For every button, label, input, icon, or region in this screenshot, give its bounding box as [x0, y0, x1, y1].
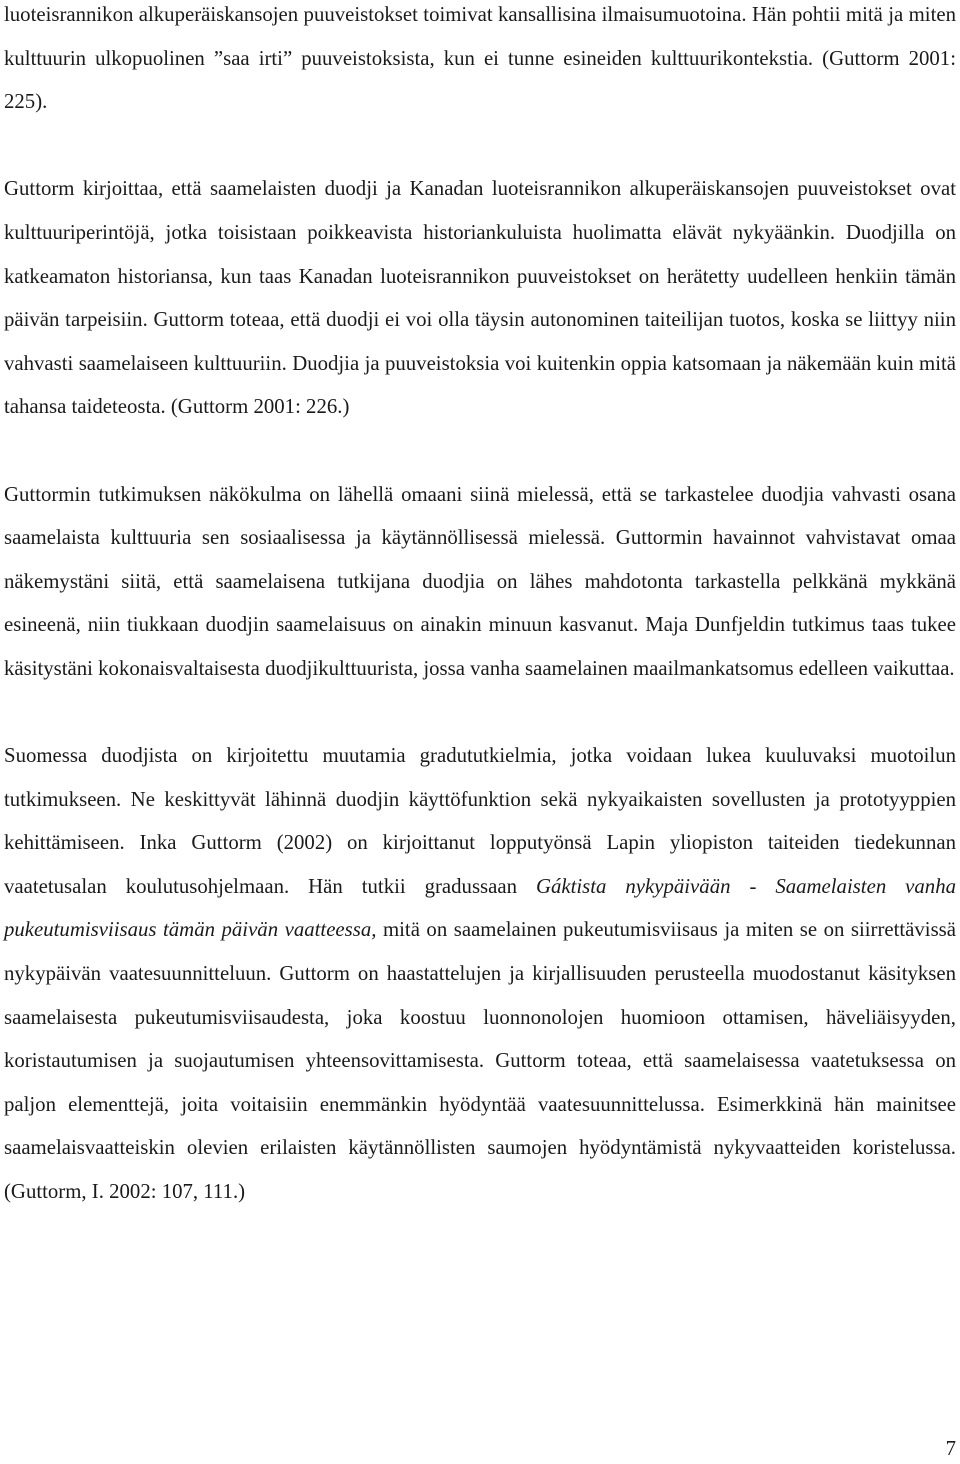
paragraph-2: Guttorm kirjoittaa, että saamelaisten duodji ja Kanadan luoteisrannikon alkuperäiskansojen puuveistokset ovat kulttuuriperintöjä, jotka toisistaan poikkeavista historiankuluista huolimatta elävät nykyäänkin. Duodjilla on katkeamaton historiansa, kun taas Kanadan luoteisrannikon puuveistokset on herätetty uudelleen henkiin tämän päivän tarpeisiin. Guttorm toteaa, että duodji ei voi olla täysin autonominen taiteilijan tuotos, koska se liittyy niin vahvasti saamelaiseen kulttuuriin. Duodjia ja puuveistoksia voi kuitenkin oppia katsomaan ja näkemään kuin mitä tahansa taideteosta. (Guttorm 2001: 226.): [4, 177, 956, 419]
page-number: 7: [945, 1437, 956, 1460]
paragraph-4-text-end: mitä on saamelainen pukeutumisviisaus ja miten se on siirrettävissä nykypäivän vaatesuunnitteluun. Guttorm on haastattelujen ja kirjallisuuden perusteella muodostanut käsityksen saamelaisesta pukeutumisviisaudesta, joka koostuu luonnonolojen huomioon ottamisen, häveliäisyyden, koristautumisen ja suojautumisen yhteensovittamisesta. Guttorm toteaa, että saamelaisessa vaatetuksessa on paljon elementtejä, joita voitaisiin enemmänkin hyödyntää vaatesuunnittelussa. Esimerkkinä hän mainitsee saamelaisvaatteiskin olevien erilaisten käytännöllisten saumojen hyödyntämistä nykyvaatteiden koristelussa. (Guttorm, I. 2002: 107, 111.): [4, 918, 956, 1204]
paragraph-1: luoteisrannikon alkuperäiskansojen puuveistokset toimivat kansallisina ilmaisumuotoina. Hän pohtii mitä ja miten kulttuurin ulkopuolinen ”saa irti” puuveistoksista, kun ei tunne esineiden kulttuurikontekstia. (Guttorm 2001: 225).: [4, 3, 956, 114]
cited-thesis-title: Gáktista nykypäivään - Saamelaisten vanha pukeutumisviisaus tämän päivän vaatteessa,: [4, 874, 956, 942]
paragraph-4: [4, 734, 956, 1214]
paragraph-4-text-start: Suomessa duodjista on kirjoitettu muutamia gradututkielmia, jotka voidaan lukea kuuluvaksi muotoilun tutkimukseen. Ne keskittyvät lähinnä duodjin käyttöfunktion sekä nykyaikaisten sovellusten ja prototyyppien kehittämiseen. Inka Guttorm (2002) on kirjoittanut lopputyönsä Lapin yliopiston taiteiden tiedekunnan vaatetusalan koulutusohjelmaan. Hän tutkii gradussaan: [4, 744, 956, 898]
paragraph-3: Guttormin tutkimuksen näkökulma on lähellä omaani siinä mielessä, että se tarkastelee duodjia vahvasti osana saamelaista kulttuuria sen sosiaalisessa ja käytännöllisessä mielessä. Guttormin havainnot vahvistavat omaa näkemystäni siitä, että saamelaisena tutkijana duodjia on lähes mahdotonta tarkastella pelkkänä mykkänä esineenä, niin tiukkaan duodjin saamelaisuus on ainakin minuun kasvanut. Maja Dunfjeldin tutkimus taas tukee käsitystäni kokonaisvaltaisesta duodjikulttuurista, jossa vanha saamelainen maailmankatsomus edelleen vaikuttaa.: [4, 482, 956, 680]
